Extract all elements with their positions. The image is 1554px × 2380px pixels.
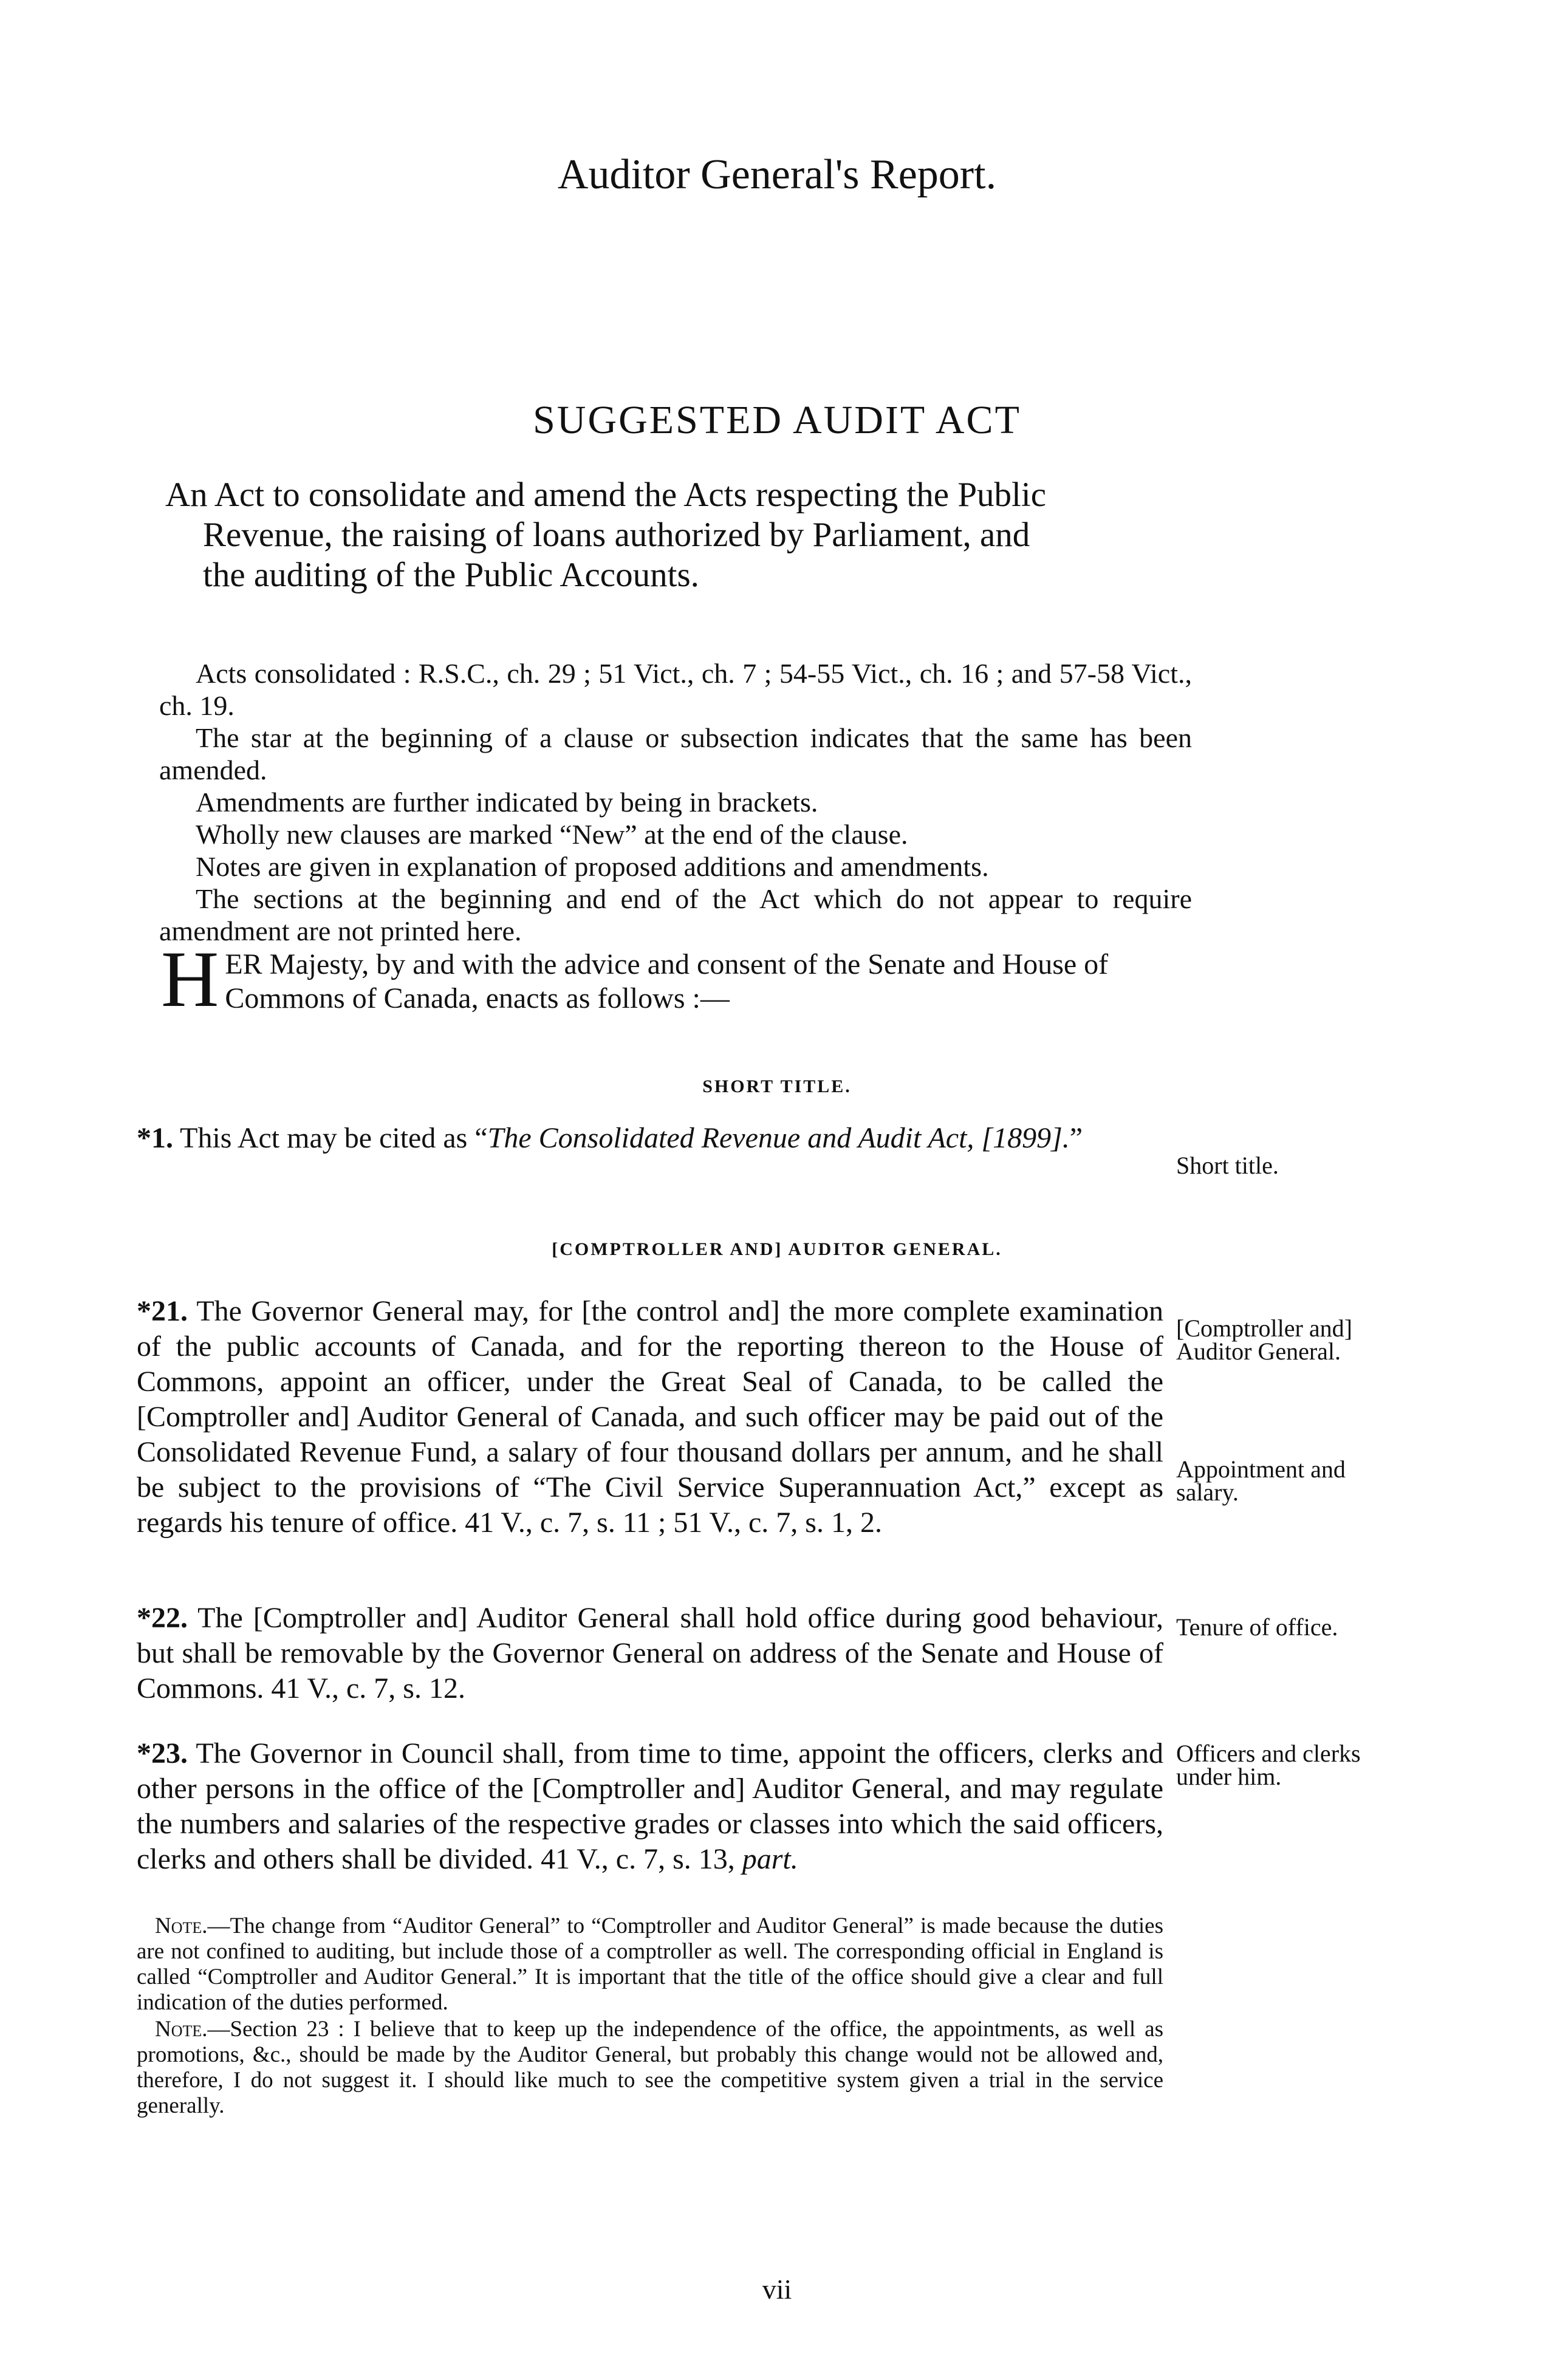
section-number: *23. xyxy=(137,1737,188,1770)
section-text-italic: part. xyxy=(742,1843,798,1875)
page-number: vii xyxy=(762,2274,792,2305)
long-title-line-1: An Act to consolidate and amend the Acts respecting the Public xyxy=(165,476,1046,514)
section-text: This Act may be cited as “ xyxy=(173,1122,488,1154)
section-text-italic: The Consolidated Revenue and Audit Act, [1899]. xyxy=(487,1122,1070,1154)
margin-note-comptroller: [Comptroller and] Auditor General. xyxy=(1176,1315,1352,1365)
long-title-line-3: the auditing of the Public Accounts. xyxy=(203,556,699,594)
margin-note-appointment: Appointment and salary. xyxy=(1176,1455,1346,1506)
section-21 xyxy=(137,1294,1163,1541)
enacting-clause xyxy=(161,934,1194,1024)
heading-comptroller: [COMPTROLLER AND] AUDITOR GENERAL. xyxy=(552,1239,1002,1259)
section-23 xyxy=(137,1736,1163,1877)
section-text: The Governor General may, for [the control and] the more complete examination of the public accounts of Canada, and for the reporting thereon to the House of Commons, appoint an officer, under the Great Seal of Canada, to be called the [Comptroller and] Auditor General of Canada, and such officer may be paid out of the Consolidated Revenue Fund, a salary of four thousand dollars per annum, and he shall be subject to the provisions of “The Civil Service Superannuation Act,” except as regards his tenure of office. 41 V., c. 7, s. 11 ; 51 V., c. 7, s. 1, 2. xyxy=(137,1295,1163,1539)
long-title-line-2: Revenue, the raising of loans authorized by Parliament, and xyxy=(203,516,1030,554)
section-number: *21. xyxy=(137,1295,188,1327)
footnote-1 xyxy=(137,1913,1163,2016)
section-number: *1. xyxy=(137,1122,173,1154)
prelim-note-omitted: The sections at the beginning and end of the Act which do not appear to require amendment are not printed here. xyxy=(159,883,1192,946)
margin-note-officers: Officers and clerks under him. xyxy=(1176,1740,1361,1790)
section-text-end: ” xyxy=(1069,1122,1083,1154)
section-text: The [Comptroller and] Auditor General shall hold office during good behaviour, but shall be removable by the Governor General on address of the Senate and House of Commons. 41 V., c. 7, s. 12. xyxy=(137,1602,1163,1705)
footnote-text: —Section 23 : I believe that to keep up the independence of the office, the appointments, as well as promotions, &c., should be made by the Auditor General, but probably this change would not be allowed and, therefore, I do not suggest it. I should like much to see the competitive system given a trial in the service generally. xyxy=(137,2017,1163,2118)
footnote-label: Note. xyxy=(155,2017,208,2042)
footnote-2 xyxy=(137,2017,1163,2119)
section-1 xyxy=(137,1121,1163,1156)
margin-note-tenure: Tenure of office. xyxy=(1176,1613,1338,1641)
long-title xyxy=(165,475,1222,595)
prelim-note-new: Wholly new clauses are marked “New” at the end of the clause. xyxy=(196,819,908,850)
margin-note-short-title: Short title. xyxy=(1176,1152,1279,1179)
drop-cap: H xyxy=(161,934,219,1024)
section-22 xyxy=(137,1601,1163,1706)
enacting-text: ER Majesty, by and with the advice and consent of the Senate and House of Commons of Canada, enacts as follows :— xyxy=(225,948,1109,1014)
act-title: SUGGESTED AUDIT ACT xyxy=(533,398,1021,442)
footnote-label: Note. xyxy=(155,1913,208,1938)
section-text: The Governor in Council shall, from time to time, appoint the officers, clerks and other persons in the office of the [Comptroller and] Auditor General, and may regulate the numbers and salaries of the respective grades or classes into which the said officers, clerks and others shall be divided. 41 V., c. 7, s. 13, xyxy=(137,1737,1163,1875)
running-head: Auditor General's Report. xyxy=(557,151,997,198)
section-number: *22. xyxy=(137,1602,188,1634)
prelim-note-acts: Acts consolidated : R.S.C., ch. 29 ; 51 Vict., ch. 7 ; 54-55 Vict., ch. 16 ; and 57-58 Vict., ch. 19. xyxy=(159,658,1192,721)
prelim-note-explanations: Notes are given in explanation of proposed additions and amendments. xyxy=(196,851,989,882)
prelim-note-brackets: Amendments are further indicated by being in brackets. xyxy=(196,787,818,818)
footnotes xyxy=(137,1913,1163,2120)
prelim-note-star: The star at the beginning of a clause or subsection indicates that the same has been amended. xyxy=(159,722,1192,785)
preliminary-notes xyxy=(159,657,1192,947)
heading-short-title: SHORT TITLE. xyxy=(702,1076,852,1096)
footnote-text: —The change from “Auditor General” to “Comptroller and Auditor General” is made because the duties are not confined to auditing, but include those of a comptroller as well. The corresponding official in England is called “Comptroller and Auditor General.” It is important that the title of the office should give a clear and full indication of the duties performed. xyxy=(137,1913,1163,2015)
